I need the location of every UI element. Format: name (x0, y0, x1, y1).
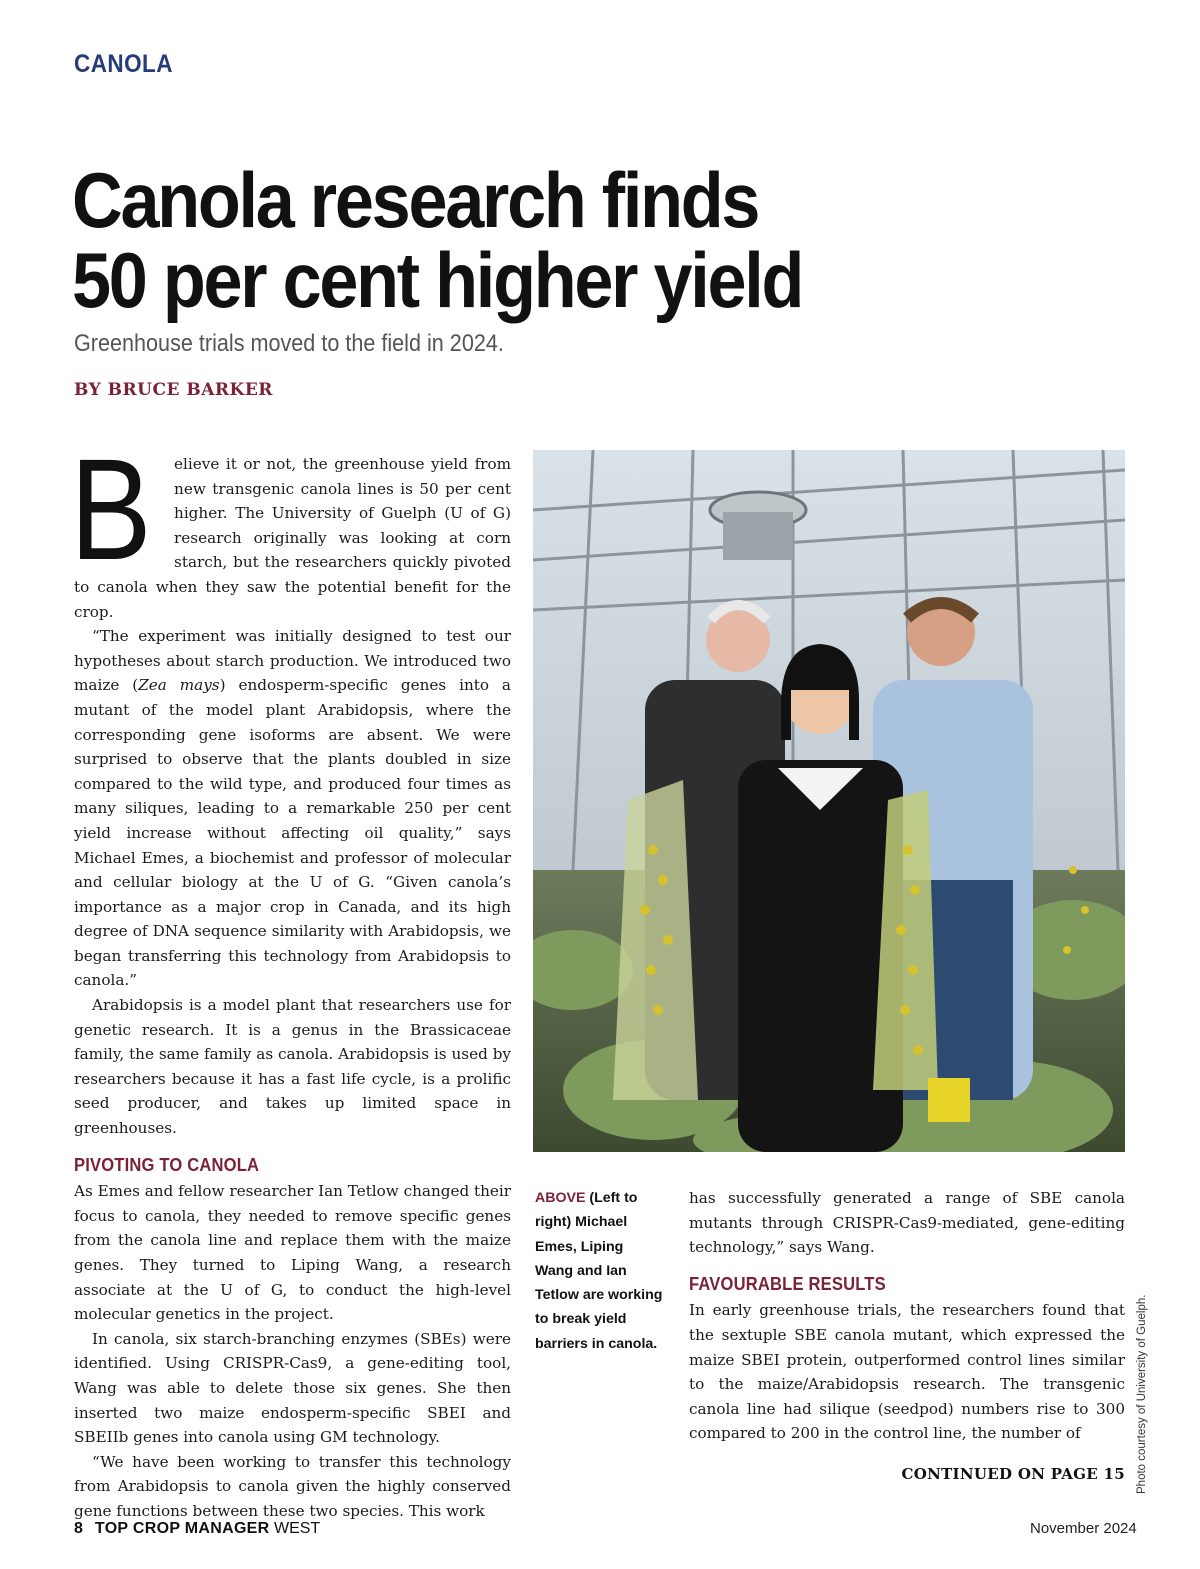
article-column-left (70, 429, 511, 1524)
paragraph-4: As Emes and fellow researcher Ian Tetlow changed their focus to canola, they needed to remove specific genes from the canola line and replace them with the maize genes. They turned to Liping Wang, a research associate at the U of G, to conduct the high-level molecular genetics in the project. (74, 1182, 511, 1324)
photo-caption (535, 1186, 665, 1356)
headline-line-1: Canola research finds (72, 156, 759, 244)
dek: Greenhouse trials moved to the field in 2024. (74, 330, 504, 357)
page-number: 8 (74, 1520, 83, 1537)
paragraph-8: In early greenhouse trials, the researchers found that the sextuple SBE canola mutant, which expressed the maize SBEI protein, outperformed control lines similar to the maize/Arabidopsis research. The transgenic canola line had silique (seedpod) numbers rise to 300 compared to 200 in the control line, the number of (689, 1301, 1125, 1443)
paragraph-7: has successfully generated a range of SBE canola mutants through CRISPR-Cas9-mediated, gene-editing technology,” says Wang. (689, 1189, 1125, 1257)
issue-date: November 2024 (1030, 1520, 1137, 1537)
section-label: CANOLA (74, 50, 173, 78)
magazine-edition: WEST (269, 1520, 321, 1537)
photo-credit: Photo courtesy of University of Guelph. (1136, 1294, 1148, 1494)
paragraph-3: Arabidopsis is a model plant that researchers use for genetic research. It is a genus in the Brassicaceae family, the same family as canola. Arabidopsis is used by researchers because it has a fast life cycle, is a prolific seed producer, and takes up limited space in greenhouses. (74, 996, 511, 1138)
researchers-in-greenhouse-image (533, 450, 1125, 1152)
caption-text: (Left to right) Michael Emes, Liping Wang and Ian Tetlow are working to break yield barriers in canola. (535, 1190, 663, 1352)
paragraph-2: “The experiment was initially designed to test our hypotheses about starch production. We introduced two maize (Zea mays) endosperm-specific genes into a mutant of the model plant Arabidopsis, where the corresponding gene isoforms are absent. We were surprised to observe that the plants doubled in size compared to the wild type, and produced four times as many siliques, leading to a remarkable 250 per cent yield increase without affecting oil quality,” says Michael Emes, a biochemist and professor of molecular and cellular biology at the U of G. “Given canola’s importance as a major crop in Canada, and its high degree of DNA sequence similarity with Arabidopsis, we began transferring this technology from Arabidopsis to canola.” (74, 627, 511, 990)
continued-notice: CONTINUED ON PAGE 15 (901, 1465, 1125, 1483)
subhead-pivoting: PIVOTING TO CANOLA (74, 1154, 260, 1175)
paragraph-1: B elieve it or not, the greenhouse yield from new transgenic canola lines is 50 per cent higher. The University of Guelph (U of G) research originally was looking at corn starch, but the researchers quickly pivoted to canola when they saw the potential benefit for the crop. (70, 429, 511, 621)
headline-line-2: 50 per cent higher yield (72, 236, 803, 324)
subhead-favourable: FAVOURABLE RESULTS (689, 1273, 886, 1294)
paragraph-6: “We have been working to transfer this technology from Arabidopsis to canola given the highly conserved gene functions between these two species. This work (74, 1452, 511, 1520)
article-column-right (689, 1186, 1125, 1446)
magazine-name: TOP CROP MANAGER (94, 1520, 270, 1537)
byline: BY BRUCE BARKER (74, 380, 273, 400)
caption-label: ABOVE (535, 1190, 586, 1206)
drop-cap: B (70, 429, 152, 590)
headline (72, 156, 972, 324)
paragraph-5: In canola, six starch-branching enzymes (SBEs) were identified. Using CRISPR-Cas9, a gene-editing tool, Wang was able to delete those six genes. She then inserted two maize endosperm-specific SBEI and SBEIIb genes into canola using GM technology. (74, 1329, 511, 1447)
footer-folio (74, 1520, 320, 1538)
greenhouse-photo (533, 450, 1125, 1152)
